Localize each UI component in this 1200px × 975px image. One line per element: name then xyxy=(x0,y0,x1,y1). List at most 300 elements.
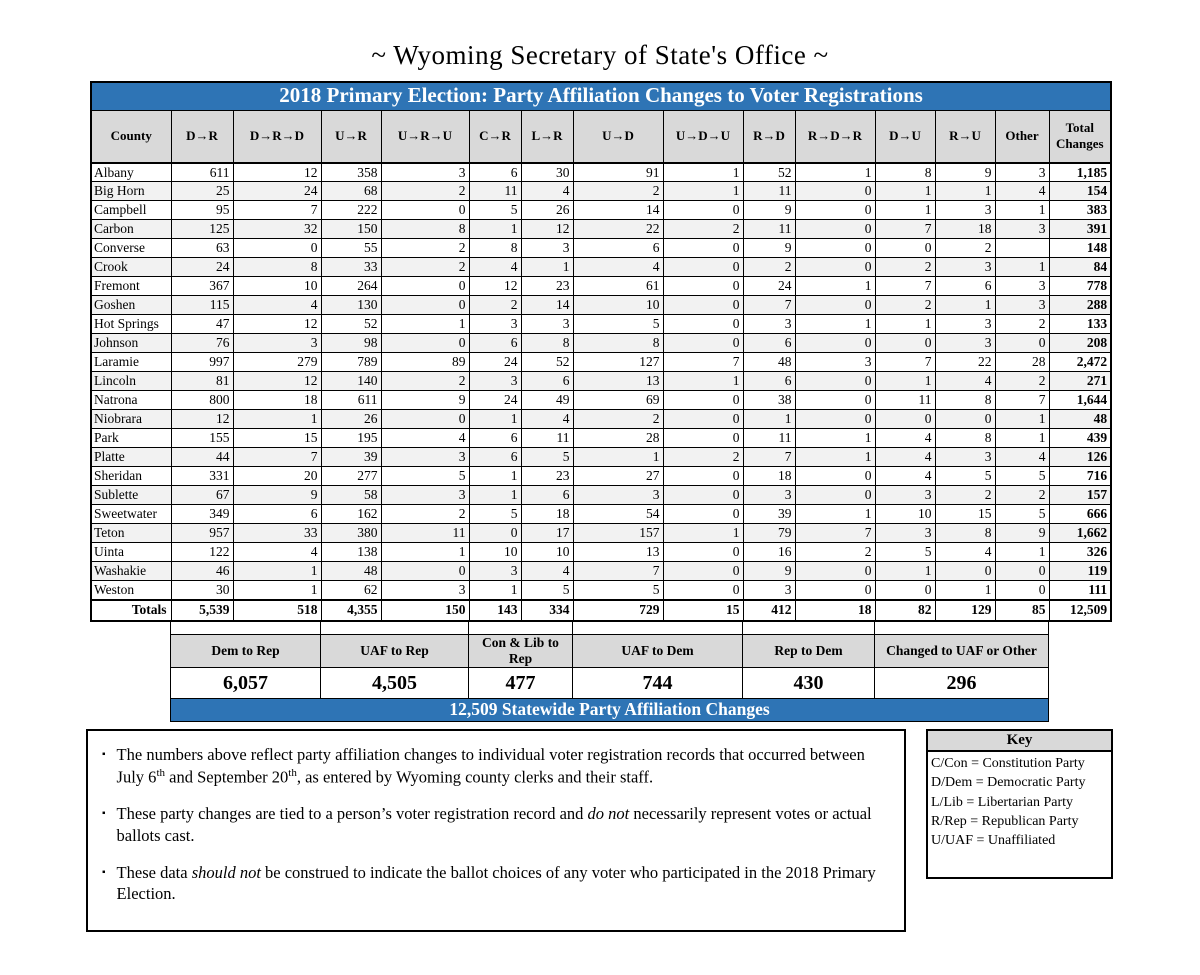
value-cell: 12 xyxy=(233,315,321,334)
value-cell: 0 xyxy=(663,334,743,353)
table-row xyxy=(91,163,1111,182)
value-cell: 0 xyxy=(663,543,743,562)
column-header: D→U xyxy=(875,111,935,163)
value-cell: 3 xyxy=(995,163,1049,182)
value-cell: 1 xyxy=(995,201,1049,220)
note-segment: The numbers above reflect party affiliation changes to individual voter registration records that occurred between July 6 xyxy=(116,745,865,787)
value-cell: 0 xyxy=(795,296,875,315)
note-text xyxy=(117,862,886,906)
value-cell: 1 xyxy=(875,315,935,334)
value-cell: 24 xyxy=(743,277,795,296)
value-cell: 0 xyxy=(663,277,743,296)
note-text xyxy=(117,803,886,847)
value-cell: 5 xyxy=(573,315,663,334)
totals-value-cell: 82 xyxy=(875,600,935,621)
value-cell: 1,662 xyxy=(1049,524,1111,543)
value-cell: 10 xyxy=(521,543,573,562)
value-cell: 8 xyxy=(233,258,321,277)
value-cell: 38 xyxy=(743,391,795,410)
value-cell: 2 xyxy=(935,486,995,505)
value-cell: 8 xyxy=(935,429,995,448)
value-cell: 119 xyxy=(1049,562,1111,581)
value-cell: 0 xyxy=(795,258,875,277)
note-text xyxy=(117,744,886,788)
value-cell: 26 xyxy=(321,410,381,429)
table-row xyxy=(91,543,1111,562)
value-cell: 3 xyxy=(743,315,795,334)
value-cell: 26 xyxy=(521,201,573,220)
value-cell: 1 xyxy=(469,486,521,505)
value-cell: 7 xyxy=(875,277,935,296)
value-cell: 44 xyxy=(171,448,233,467)
value-cell: 4 xyxy=(233,296,321,315)
value-cell: 8 xyxy=(521,334,573,353)
county-cell: Weston xyxy=(91,581,171,600)
value-cell: 0 xyxy=(795,239,875,258)
value-cell: 24 xyxy=(469,353,521,372)
totals-value-cell: 4,355 xyxy=(321,600,381,621)
statewide-banner: 12,509 Statewide Party Affiliation Changes xyxy=(171,699,1049,722)
value-cell: 67 xyxy=(171,486,233,505)
value-cell: 2 xyxy=(663,448,743,467)
value-cell: 127 xyxy=(573,353,663,372)
value-cell: 3 xyxy=(743,486,795,505)
value-cell: 154 xyxy=(1049,182,1111,201)
value-cell: 84 xyxy=(1049,258,1111,277)
value-cell: 125 xyxy=(171,220,233,239)
table-row xyxy=(91,391,1111,410)
value-cell: 0 xyxy=(381,334,469,353)
document-page xyxy=(0,40,1200,932)
value-cell: 2 xyxy=(795,543,875,562)
value-cell: 3 xyxy=(935,448,995,467)
summary-gap-cell xyxy=(321,622,469,635)
value-cell: 52 xyxy=(321,315,381,334)
value-cell: 11 xyxy=(743,182,795,201)
value-cell: 0 xyxy=(381,562,469,581)
value-cell: 148 xyxy=(1049,239,1111,258)
value-cell: 3 xyxy=(935,334,995,353)
value-cell: 1 xyxy=(795,448,875,467)
value-cell: 2 xyxy=(573,182,663,201)
value-cell: 1 xyxy=(795,277,875,296)
table-row xyxy=(91,277,1111,296)
value-cell: 3 xyxy=(381,581,469,600)
value-cell: 1 xyxy=(995,543,1049,562)
column-header: R→D→R xyxy=(795,111,875,163)
value-cell: 439 xyxy=(1049,429,1111,448)
column-header: L→R xyxy=(521,111,573,163)
value-cell: 0 xyxy=(469,524,521,543)
summary-header-cell: UAF to Rep xyxy=(321,635,469,668)
summary-gap-cell xyxy=(875,622,1049,635)
value-cell: 326 xyxy=(1049,543,1111,562)
value-cell: 0 xyxy=(663,562,743,581)
county-cell: Platte xyxy=(91,448,171,467)
totals-value-cell: 18 xyxy=(795,600,875,621)
value-cell: 1 xyxy=(995,410,1049,429)
value-cell: 3 xyxy=(995,220,1049,239)
value-cell: 0 xyxy=(663,581,743,600)
value-cell: 81 xyxy=(171,372,233,391)
column-header: U→R xyxy=(321,111,381,163)
value-cell: 2 xyxy=(875,296,935,315)
value-cell: 0 xyxy=(795,201,875,220)
value-cell: 1 xyxy=(795,429,875,448)
value-cell: 8 xyxy=(573,334,663,353)
value-cell: 6 xyxy=(743,372,795,391)
table-row xyxy=(91,220,1111,239)
value-cell: 22 xyxy=(935,353,995,372)
note-segment: necessarily represent votes or actual ballots cast. xyxy=(116,804,872,845)
value-cell: 5 xyxy=(381,467,469,486)
value-cell: 5 xyxy=(995,505,1049,524)
registration-changes-table xyxy=(90,81,1112,622)
county-cell: Niobrara xyxy=(91,410,171,429)
summary-gap-cell xyxy=(573,622,743,635)
value-cell: 789 xyxy=(321,353,381,372)
county-cell: Laramie xyxy=(91,353,171,372)
value-cell: 17 xyxy=(521,524,573,543)
value-cell: 2 xyxy=(935,239,995,258)
totals-value-cell: 412 xyxy=(743,600,795,621)
value-cell: 10 xyxy=(469,543,521,562)
table-body xyxy=(91,163,1111,621)
table-row xyxy=(91,372,1111,391)
column-header: Other xyxy=(995,111,1049,163)
value-cell: 5 xyxy=(521,448,573,467)
table-head xyxy=(91,82,1111,163)
value-cell: 2 xyxy=(995,315,1049,334)
value-cell: 1 xyxy=(233,410,321,429)
value-cell: 279 xyxy=(233,353,321,372)
table-header-row xyxy=(91,111,1111,163)
table-row xyxy=(91,239,1111,258)
summary-value-cell: 430 xyxy=(743,668,875,699)
value-cell: 0 xyxy=(875,239,935,258)
value-cell: 54 xyxy=(573,505,663,524)
value-cell: 133 xyxy=(1049,315,1111,334)
value-cell: 1 xyxy=(875,201,935,220)
notes-box xyxy=(86,729,906,932)
value-cell: 162 xyxy=(321,505,381,524)
value-cell: 0 xyxy=(381,277,469,296)
value-cell: 349 xyxy=(171,505,233,524)
value-cell: 2 xyxy=(743,258,795,277)
key-item: U/UAF = Unaffiliated xyxy=(931,833,1056,849)
note-superscript: th xyxy=(288,766,297,779)
value-cell: 0 xyxy=(663,429,743,448)
table-row xyxy=(91,201,1111,220)
value-cell: 27 xyxy=(573,467,663,486)
value-cell: 3 xyxy=(381,486,469,505)
column-header: D→R xyxy=(171,111,233,163)
value-cell: 32 xyxy=(233,220,321,239)
county-cell: Lincoln xyxy=(91,372,171,391)
county-cell: Fremont xyxy=(91,277,171,296)
summary-gap-cell xyxy=(469,622,573,635)
value-cell: 3 xyxy=(935,258,995,277)
value-cell: 11 xyxy=(521,429,573,448)
value-cell: 11 xyxy=(875,391,935,410)
value-cell: 98 xyxy=(321,334,381,353)
value-cell: 3 xyxy=(743,581,795,600)
summary-header-row xyxy=(171,635,1049,668)
value-cell: 13 xyxy=(573,372,663,391)
table-banner-row xyxy=(91,82,1111,111)
summary-value-cell: 744 xyxy=(573,668,743,699)
table-banner: 2018 Primary Election: Party Affiliation Changes to Voter Registrations xyxy=(91,82,1111,111)
value-cell: 3 xyxy=(521,315,573,334)
value-cell: 0 xyxy=(381,296,469,315)
value-cell: 9 xyxy=(743,201,795,220)
value-cell: 79 xyxy=(743,524,795,543)
value-cell: 1 xyxy=(521,258,573,277)
value-cell: 222 xyxy=(321,201,381,220)
column-header: U→D→U xyxy=(663,111,743,163)
value-cell: 367 xyxy=(171,277,233,296)
value-cell: 4 xyxy=(521,410,573,429)
value-cell: 140 xyxy=(321,372,381,391)
summary-header-cell: Dem to Rep xyxy=(171,635,321,668)
value-cell: 20 xyxy=(233,467,321,486)
key-box xyxy=(926,729,1113,879)
value-cell: 1 xyxy=(663,163,743,182)
value-cell: 47 xyxy=(171,315,233,334)
summary-value-cell: 296 xyxy=(875,668,1049,699)
value-cell: 0 xyxy=(795,391,875,410)
value-cell: 12 xyxy=(233,163,321,182)
value-cell: 1 xyxy=(935,296,995,315)
key-item: D/Dem = Democratic Party xyxy=(931,775,1086,791)
value-cell: 9 xyxy=(743,239,795,258)
value-cell: 9 xyxy=(233,486,321,505)
value-cell: 23 xyxy=(521,467,573,486)
totals-value-cell: 518 xyxy=(233,600,321,621)
column-header: R→U xyxy=(935,111,995,163)
value-cell: 3 xyxy=(875,524,935,543)
note-italic: should not xyxy=(191,862,261,882)
value-cell: 0 xyxy=(663,486,743,505)
county-cell: Teton xyxy=(91,524,171,543)
value-cell: 2 xyxy=(663,220,743,239)
note-segment: and September 20 xyxy=(165,767,289,787)
value-cell: 3 xyxy=(469,372,521,391)
summary-gap-cell xyxy=(171,622,321,635)
value-cell: 380 xyxy=(321,524,381,543)
value-cell: 2 xyxy=(381,372,469,391)
value-cell: 0 xyxy=(995,562,1049,581)
value-cell: 18 xyxy=(521,505,573,524)
table-row xyxy=(91,581,1111,600)
table-row xyxy=(91,505,1111,524)
value-cell: 0 xyxy=(795,334,875,353)
value-cell: 3 xyxy=(469,562,521,581)
value-cell: 358 xyxy=(321,163,381,182)
value-cell: 55 xyxy=(321,239,381,258)
value-cell: 11 xyxy=(743,429,795,448)
value-cell: 4 xyxy=(381,429,469,448)
note-segment: These data xyxy=(116,862,192,882)
value-cell: 24 xyxy=(233,182,321,201)
bullet-icon: ▪ xyxy=(102,749,106,760)
value-cell: 18 xyxy=(743,467,795,486)
value-cell: 10 xyxy=(233,277,321,296)
totals-value-cell: 150 xyxy=(381,600,469,621)
table-row xyxy=(91,315,1111,334)
value-cell: 5 xyxy=(469,201,521,220)
value-cell: 1 xyxy=(233,562,321,581)
value-cell: 11 xyxy=(381,524,469,543)
value-cell: 11 xyxy=(743,220,795,239)
value-cell: 331 xyxy=(171,467,233,486)
county-cell: Sweetwater xyxy=(91,505,171,524)
value-cell: 24 xyxy=(469,391,521,410)
bullet-icon: ▪ xyxy=(102,808,106,820)
value-cell: 6 xyxy=(521,372,573,391)
value-cell: 1 xyxy=(663,182,743,201)
value-cell: 1 xyxy=(795,505,875,524)
value-cell: 46 xyxy=(171,562,233,581)
value-cell: 1 xyxy=(935,182,995,201)
value-cell: 1 xyxy=(875,562,935,581)
totals-row xyxy=(91,600,1111,621)
totals-value-cell: 15 xyxy=(663,600,743,621)
county-cell: Goshen xyxy=(91,296,171,315)
value-cell: 13 xyxy=(573,543,663,562)
value-cell: 997 xyxy=(171,353,233,372)
value-cell: 25 xyxy=(171,182,233,201)
value-cell: 3 xyxy=(875,486,935,505)
summary-value-row xyxy=(171,668,1049,699)
key-items xyxy=(928,752,1111,857)
value-cell: 4 xyxy=(935,543,995,562)
column-header: U→D xyxy=(573,111,663,163)
value-cell: 3 xyxy=(469,315,521,334)
value-cell: 6 xyxy=(469,334,521,353)
note-item xyxy=(102,803,886,847)
value-cell: 7 xyxy=(875,353,935,372)
value-cell: 18 xyxy=(233,391,321,410)
value-cell: 69 xyxy=(573,391,663,410)
value-cell: 208 xyxy=(1049,334,1111,353)
value-cell: 12 xyxy=(469,277,521,296)
value-cell: 3 xyxy=(995,277,1049,296)
value-cell: 1 xyxy=(995,258,1049,277)
value-cell: 0 xyxy=(233,239,321,258)
value-cell xyxy=(995,239,1049,258)
county-cell: Albany xyxy=(91,163,171,182)
value-cell: 3 xyxy=(381,448,469,467)
value-cell: 10 xyxy=(573,296,663,315)
value-cell: 3 xyxy=(573,486,663,505)
value-cell: 4 xyxy=(469,258,521,277)
value-cell: 7 xyxy=(233,448,321,467)
column-header: U→R→U xyxy=(381,111,469,163)
value-cell: 2 xyxy=(875,258,935,277)
value-cell: 7 xyxy=(995,391,1049,410)
value-cell: 15 xyxy=(935,505,995,524)
value-cell: 68 xyxy=(321,182,381,201)
value-cell: 22 xyxy=(573,220,663,239)
value-cell: 6 xyxy=(521,486,573,505)
value-cell: 8 xyxy=(935,524,995,543)
value-cell: 2 xyxy=(995,486,1049,505)
value-cell: 4 xyxy=(573,258,663,277)
value-cell: 23 xyxy=(521,277,573,296)
table-row xyxy=(91,562,1111,581)
value-cell: 0 xyxy=(663,258,743,277)
table-row xyxy=(91,353,1111,372)
totals-label: Totals xyxy=(91,600,171,621)
note-segment: These party changes are tied to a person’s voter registration record and xyxy=(116,804,588,824)
value-cell: 5 xyxy=(995,467,1049,486)
value-cell: 15 xyxy=(233,429,321,448)
table-row xyxy=(91,334,1111,353)
county-cell: Campbell xyxy=(91,201,171,220)
value-cell: 3 xyxy=(381,163,469,182)
value-cell: 277 xyxy=(321,467,381,486)
value-cell: 1 xyxy=(935,581,995,600)
summary-header-cell: UAF to Dem xyxy=(573,635,743,668)
value-cell: 2,472 xyxy=(1049,353,1111,372)
key-item: R/Rep = Republican Party xyxy=(931,813,1079,829)
value-cell: 0 xyxy=(875,410,935,429)
value-cell: 0 xyxy=(663,505,743,524)
value-cell: 61 xyxy=(573,277,663,296)
value-cell: 3 xyxy=(995,296,1049,315)
value-cell: 6 xyxy=(469,429,521,448)
totals-value-cell: 143 xyxy=(469,600,521,621)
value-cell: 2 xyxy=(381,239,469,258)
value-cell: 4 xyxy=(995,448,1049,467)
value-cell: 12 xyxy=(233,372,321,391)
value-cell: 0 xyxy=(795,581,875,600)
statewide-banner-row xyxy=(171,699,1049,722)
value-cell: 14 xyxy=(573,201,663,220)
county-cell: Park xyxy=(91,429,171,448)
value-cell: 12 xyxy=(171,410,233,429)
value-cell: 7 xyxy=(795,524,875,543)
value-cell: 1 xyxy=(875,182,935,201)
value-cell: 4 xyxy=(935,372,995,391)
value-cell: 8 xyxy=(875,163,935,182)
value-cell: 1 xyxy=(469,410,521,429)
value-cell: 8 xyxy=(381,220,469,239)
value-cell: 10 xyxy=(875,505,935,524)
value-cell: 1 xyxy=(381,315,469,334)
totals-value-cell: 129 xyxy=(935,600,995,621)
value-cell: 288 xyxy=(1049,296,1111,315)
value-cell: 716 xyxy=(1049,467,1111,486)
value-cell: 138 xyxy=(321,543,381,562)
value-cell: 0 xyxy=(935,410,995,429)
value-cell: 1 xyxy=(573,448,663,467)
value-cell: 0 xyxy=(795,486,875,505)
column-header: County xyxy=(91,111,171,163)
value-cell: 7 xyxy=(875,220,935,239)
value-cell: 8 xyxy=(469,239,521,258)
value-cell: 1 xyxy=(995,429,1049,448)
value-cell: 39 xyxy=(743,505,795,524)
value-cell: 1 xyxy=(469,581,521,600)
value-cell: 7 xyxy=(573,562,663,581)
value-cell: 0 xyxy=(663,239,743,258)
value-cell: 6 xyxy=(935,277,995,296)
value-cell: 49 xyxy=(521,391,573,410)
table-row xyxy=(91,467,1111,486)
county-cell: Hot Springs xyxy=(91,315,171,334)
